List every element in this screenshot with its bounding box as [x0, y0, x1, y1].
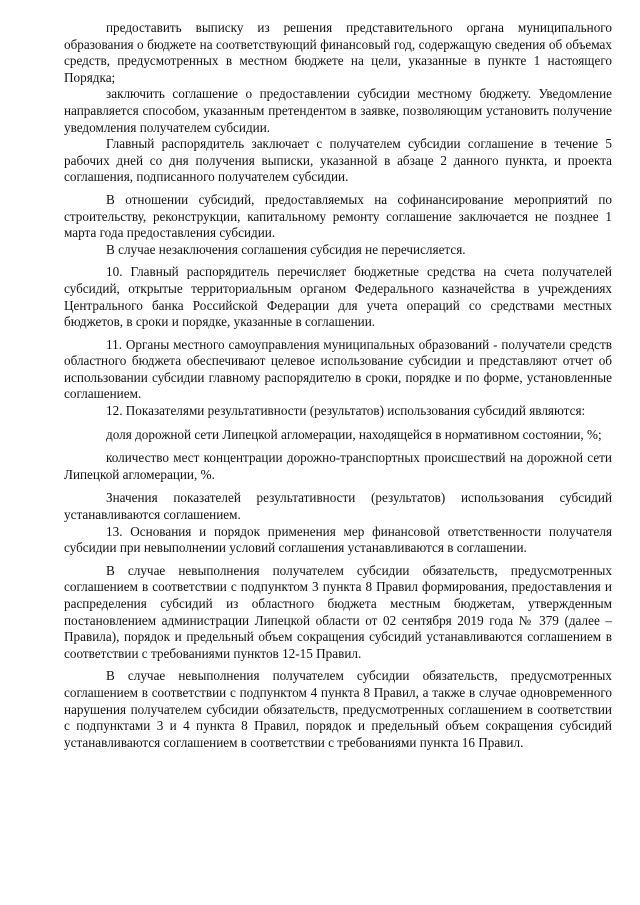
- document-page: [64, 20, 612, 751]
- paragraph-extract-provision: предоставить выписку из решения представительного органа муниципального образования о бюджете на соответствующий финансовый год, содержащую сведения об объемах средств, предусмотренных в местном бюджете на цели, указанные в пункте 1 настоящего Порядка;: [64, 20, 612, 85]
- paragraph-sanctions-subitem-4: В случае невыполнения получателем субсидии обязательств, предусмотренных соглашением в соответствии с подпунктом 4 пункта 8 Правил, а также в случае одновременного нарушения получателем субсидии обязательств, предусмотренных соглашением в соответствии с подпунктами 3 и 4 пункта 8 Правил, порядок и предельный объем сокращения субсидий устанавливаются соглашением в соответствии с требованиями пункта 16 Правил.: [64, 668, 612, 750]
- paragraph-cofinancing-agreement: В отношении субсидий, предоставляемых на софинансирование мероприятий по строительству, реконструкции, капитальному ремонту соглашение заключается не позднее 1 марта года предоставления субсидии.: [64, 191, 612, 241]
- paragraph-indicator-accident-spots: количество мест концентрации дорожно-транспортных происшествий на дорожной сети Липецкой агломерации, %.: [64, 450, 612, 482]
- paragraph-item-10: 10. Главный распорядитель перечисляет бюджетные средства на счета получателей субсидий, открытые территориальным органом Федерального казначейства в учреждениях Центрального банка Российской Федерации для учета операций со средствами местных бюджетов, в сроки и порядке, указанные в соглашении.: [64, 264, 612, 330]
- paragraph-item-13: 13. Основания и порядок применения мер финансовой ответственности получателя субсидии при невыполнении условий соглашения устанавливаются в соглашении.: [64, 523, 612, 556]
- paragraph-no-agreement: В случае незаключения соглашения субсидия не перечисляется.: [106, 241, 466, 257]
- paragraph-indicator-values: Значения показателей результативности (результатов) использования субсидий устанавливаются соглашением.: [64, 490, 612, 523]
- paragraph-conclude-agreement: заключить соглашение о предоставлении субсидии местному бюджету. Уведомление направляется способом, указанным претендентом в заявке, позволяющим установить получение уведомления получателем субсидии.: [64, 86, 612, 135]
- paragraph-item-11: 11. Органы местного самоуправления муниципальных образований - получатели средств областного бюджета обеспечивают целевое использование субсидии и представляют отчет об использовании субсидии главному распорядителю в сроки, порядке и по форме, установленные соглашением.: [64, 336, 612, 402]
- paragraph-sanctions-subitem-3: В случае невыполнения получателем субсидии обязательств, предусмотренных соглашением в соответствии с подпунктом 3 пункта 8 Правил формирования, предоставления и распределения субсидий из областного бюджета местным бюджетам, утвержденным постановлением администрации Липецкой области от 02 сентября 2019 года № 379 (далее – Правила), порядок и предельный объем сокращения субсидий устанавливаются соглашением в соответствии с требованиями пунктов 12-15 Правил.: [64, 562, 612, 661]
- paragraph-indicator-road-share: доля дорожной сети Липецкой агломерации, находящейся в нормативном состоянии, %;: [106, 426, 602, 442]
- paragraph-item-12: 12. Показателями результативности (результатов) использования субсидий являются:: [106, 403, 586, 419]
- paragraph-agreement-deadline: Главный распорядитель заключает с получателем субсидии соглашение в течение 5 рабочих дней со дня получения выписки, указанной в абзаце 2 данного пункта, и проекта соглашения, подписанного получателем субсидии.: [64, 136, 612, 185]
